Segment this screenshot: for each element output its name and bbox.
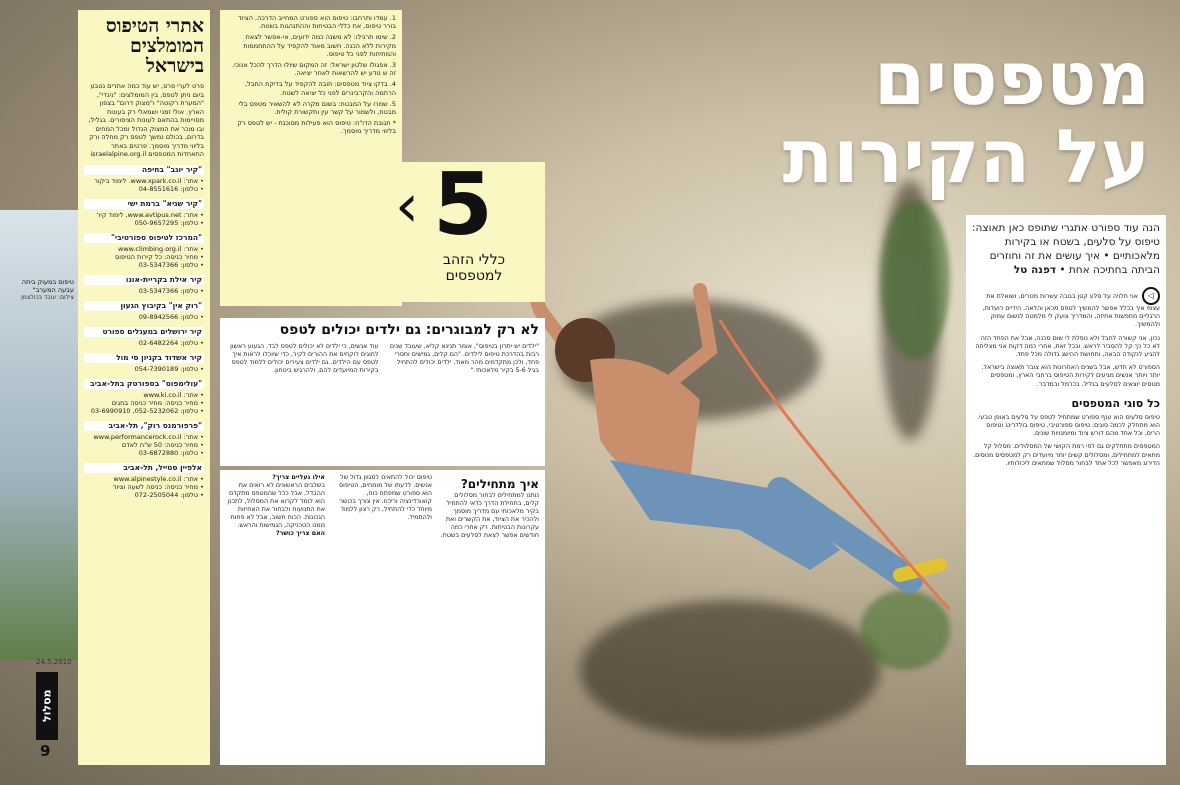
shop-detail: • אתר: www.xpark.co.il. לימוד ביקור <box>94 176 204 185</box>
golden-rules-box <box>220 10 402 306</box>
shop-detail: • טלפון: 072-2505044 <box>134 490 204 499</box>
article-paragraph <box>972 287 1160 330</box>
shop-name: קיר ירושלים במעגלים ספורט <box>84 327 204 337</box>
shop-name: "קיר יוגב" בחיפה <box>84 165 204 175</box>
shop-name: "קיר שגיא" ברמת ישי <box>84 199 204 209</box>
shop-entry <box>84 327 204 347</box>
page-number: 9 <box>40 742 51 760</box>
golden-rule-item: 3. אפגולו שלטון ישראל: זה המקום שיולו הדרך להכל אנוכי. זה ש נודע יש להרשאות לאחר יציאה. <box>232 61 396 78</box>
shop-detail: • מחיר כניסה: 50 ש"ח לאדם <box>121 440 204 449</box>
big-number-five: 5 <box>433 155 493 255</box>
issue-date: 24.5.2010 <box>36 658 72 666</box>
shop-name: "פרפורמנס רוק", תל-אביב <box>84 421 204 431</box>
shop-list <box>84 165 204 499</box>
shop-detail: • טלפון: 054-7390189 <box>134 364 204 373</box>
shop-detail: • אתר: www.performancerock.co.il <box>93 432 204 441</box>
golden-rule-item: 4. בדקו ציוד מטפסים: חובה להקפיד על בדיקת החבל, הרתמה והקרבינרים לפני כל יציאה לשטח. <box>245 80 396 97</box>
shop-entry <box>84 199 204 227</box>
article-text: טיפוס יכול להתאים למגוון גדול של אנשים. לדעתו של מומחים, הטיפוס הוא ספורט שמפתח כוח, קואורדינציה וריכוז. אין צורך בכושר מיוחד כדי להתחיל, רק רצון ללמוד ולהתמיד. <box>339 474 432 521</box>
getting-started-heading: איך מתחילים? <box>460 477 539 491</box>
golden-rule-item: 5. שמרו על המבטח: בשום מקרה לא להשאיר מטפס בלי מבטח, ולשמור על קשר עין ותקשורת קולית. <box>238 99 396 117</box>
sub-question: אילו נעליים צריך? <box>272 474 325 481</box>
golden-rule-item: 1. עמדו ותרחבו: טיפוס הוא ספורט המחייב הדרכה, הציוד בורר טיפוס, את כללי הבטיחות וההתנהגות בשטח. <box>238 14 396 31</box>
climber-figure <box>480 190 950 610</box>
rock-shadow <box>580 600 880 740</box>
shop-detail: • טלפון: 03-5347366 <box>138 260 204 269</box>
shop-name: אלפיין סטייל, תל-אביב <box>84 463 204 473</box>
shop-entry <box>84 421 204 457</box>
sidebar-body: פרט לערי פרס, יש עוד כמה אתרים נטבע ביום ניתן לטפס, בין המומלצים: "ניגדי", "המערת רקוטה" ו"מצוק דרום" בצפון הארץ. אולי זמני ושמאלי רק בעונות מסויימות בהתאם לעונות הציפורים. בגליל, ובו מוכר את המצוק הגדול ומכל המחים בדרום, בכולם נמשך לטפס רק מחלה ורק בליווי מדריך מוסמך. פרטים באתר התאחדות המטפסים israelalpine.org.il <box>88 82 204 158</box>
shop-entry <box>84 463 204 499</box>
shop-detail: • מחיר כניסה: מחיר כניסה בחגים <box>111 398 204 407</box>
shop-detail: • אתר: www.ki.co.il <box>143 390 204 399</box>
article-text: בשלבים הראשונים לא רואים את ההבדל, אבל ככל שהמטפס מתקדם הוא לומד לקרוא את המסלול, לתכנן את התנועות ולבחור את האחיזות הנכונות. הכוח חשוב, אבל לא פחות ממנו הטכניקה, הגמישות והראש. <box>227 482 325 529</box>
shop-detail: • טלפון: 052-5232062, 03-6990910 <box>90 406 204 415</box>
headline-line: על הקירות <box>782 114 1150 200</box>
shop-name: קיר אשדוד בקניון סי מול <box>84 353 204 363</box>
kids-column: עוד אנשים, כי ילדים לא יכולים לטפס לבד. הגעוע ראשון לחוגים לוקחים את ההורים לקיר, כדי שיוכלו לראות איך לטפס עם הילדים. גם ילדים צעירים יכולים ללמוד לטפס בקירות המיועדים להם, ולהרגיש ביטחון. <box>230 343 379 374</box>
shop-entry <box>84 275 204 295</box>
shop-detail: • אתר: www.alpinestyle.co.il <box>113 474 204 483</box>
caption-text: טיפוס במעוק ביתה עבעה המערב" <box>21 278 74 294</box>
climber-types-heading: כל סוגי המטפסים <box>1071 396 1160 410</box>
shop-entry <box>84 379 204 415</box>
shop-name: "עולימפוס" בספורטק בתל-אביב <box>84 379 204 389</box>
section-label: מסלול <box>36 672 58 740</box>
shop-name: "המרכז לטיפוס ספורטיבי" <box>84 233 204 243</box>
shop-name: "רוק אין" בקיבוץ הגעון <box>84 301 204 311</box>
main-article-bottom <box>220 470 545 765</box>
article-intro <box>972 221 1160 277</box>
golden-rule-item: * תגובת הדו"ח: טיפוס הוא פעילות מסוכנת - יש לטפס רק בליווי מדריך מוסמך. <box>237 119 396 136</box>
kids-section <box>220 318 545 466</box>
article-column <box>226 474 325 761</box>
photo-credit: צילום: עובד בכולצמן <box>21 294 74 301</box>
chevron-left-icon: ‹ <box>395 171 419 241</box>
play-icon: ◁ <box>1142 287 1160 305</box>
shop-detail: • טלפון: 03-5347366 <box>138 286 204 295</box>
shop-entry <box>84 165 204 193</box>
kids-heading: לא רק למבוגרים: גם ילדים יכולים לטפס <box>279 322 539 338</box>
shop-detail: • טלפון: 04-8551616 <box>138 184 204 193</box>
sub-question: האם צריך כושר? <box>275 530 325 537</box>
shop-detail: • טלפון: 03-6872880 <box>138 448 204 457</box>
shop-name: קיר אילת בקריית-אונו <box>84 275 204 285</box>
recommended-sites-sidebar <box>78 10 210 765</box>
shop-detail: • טלפון: 050-9657295 <box>134 218 204 227</box>
article-paragraph: המטפסים מתחלקים גם לפי רמת הקושי של המסלולים. מסלול קל מתאים למתחילים, ומסלולים קשים יותר מיועדים רק למטפסים מנוסים. הדירוג מאפשר לכל אחד לבחור מסלול שמתאים ליכולותיו. <box>973 443 1160 467</box>
article-column <box>333 474 432 761</box>
article-paragraph: הספורט לא חדש, אבל בשנים האחרונות הוא צובר תאוצה בישראל. יותר ויותר אנשים מגיעים לקירות הטיפוס ברחבי הארץ, ומטפסים מנוסים יוצאים לסלעים בגליל, בכרמל ובמדבר. <box>981 364 1160 388</box>
shop-entry <box>84 233 204 269</box>
golden-rule-item: 2. שימו תרגילו: לא משנה כמה ידועים, אי-אפשר לצאת מקירות ללא הכנה. חשוב מאוד להקפיד על ההתחממות והמתיחות לפני כל טיפוס. <box>243 33 396 58</box>
article-paragraph: טיפוס סלעים הוא ענף ספורט שמתחיל לטפס על סלעים באופן טבעי. הוא מתחלק לכמה סוגים: טיפוס ספורטיבי, טיפוס בולדרינג וטיפוס הרים, וכל אחד מהם דורש ציוד ומיומנויות שונים. <box>977 413 1160 438</box>
headline-line: מטפסים <box>873 36 1150 122</box>
golden-rules-title: כללי הזהב למטפסים <box>442 252 506 284</box>
author-name: דפנה טל <box>1013 264 1057 276</box>
golden-rules-list <box>226 14 396 136</box>
kids-column: "ילדים יש יתרון בטיפוס", אומר תנינא קליא, שעובד שנים רבות בהדרכת טיפוס לילדים. "הם קלים, גמישים וחסרי פחד, ולכן מתקדמים מהר מאוד. ילדים יכולים להתחיל בגיל 5-6 בקיר מלאכותי." <box>389 343 539 374</box>
article-paragraph: נכון, אני קשורה לחבל ולא נופלת לי שום סכנה, אבל את הפחד הזה לא כל כך קל להסביר לראש. ובכל זאת, אחרי כמה דקות אני מצליחה להגיע לנקודה הבאה, ותחושת ההישג גדולה מכל פחד. <box>975 334 1160 359</box>
intro-text: הנה עוד ספורט אתגרי שתופס כאן תאוצה: טיפוס על סלעים, בשטח או בקירות מלאכותיים • איך עושים את זה וחוזרים הביתה בחתיכה אחת • <box>971 222 1160 276</box>
article-text: נותנו למתחילים לבחור מסלולים קלים, בתחילת הדרך כדאי להתחיל בקיר מלאכותי עם מדריך מוסמך ולהכיר את הציוד, את הקשרים ואת עקרונות הבטיחות. רק אחרי כמה חודשים אפשר לצאת לסלעים בשטח. <box>440 492 539 539</box>
shop-detail: • מחיר כניסה: כל קירות הטיפוס <box>115 252 204 261</box>
shop-detail: • מחיר כניסה: כניסה לשעה וציוד <box>112 482 204 491</box>
shop-entry <box>84 301 204 321</box>
shop-detail: • טלפון: 02-6482264 <box>138 338 204 347</box>
shop-detail: • טלפון: 09-8942566 <box>138 312 204 321</box>
shop-detail: • אתר: www.avtipus.net, לימוד קיר <box>96 210 204 219</box>
shop-detail: • אתר: www.climbing.org.il <box>118 244 204 253</box>
golden-rules-number-box <box>395 155 545 302</box>
photo-caption <box>8 278 74 302</box>
article-right-column <box>966 215 1166 765</box>
article-headline <box>660 36 1150 200</box>
paragraph-text: אני תלויה על סלע קטן בגובה עשרות מטרים, ושואלת את עצמי איך בכלל אפשר להמשיך לטפס מכאן והלאה. הידיים רועדות, הרגליים מחפשות אחיזה, והמדריך צועק לי מלמטה לנשום עמוק ולהמשיך. <box>982 293 1160 329</box>
shop-entry <box>84 353 204 373</box>
sidebar-title: אתרי הטיפוס המומלצים בישראל <box>105 15 204 77</box>
article-column <box>440 474 539 761</box>
